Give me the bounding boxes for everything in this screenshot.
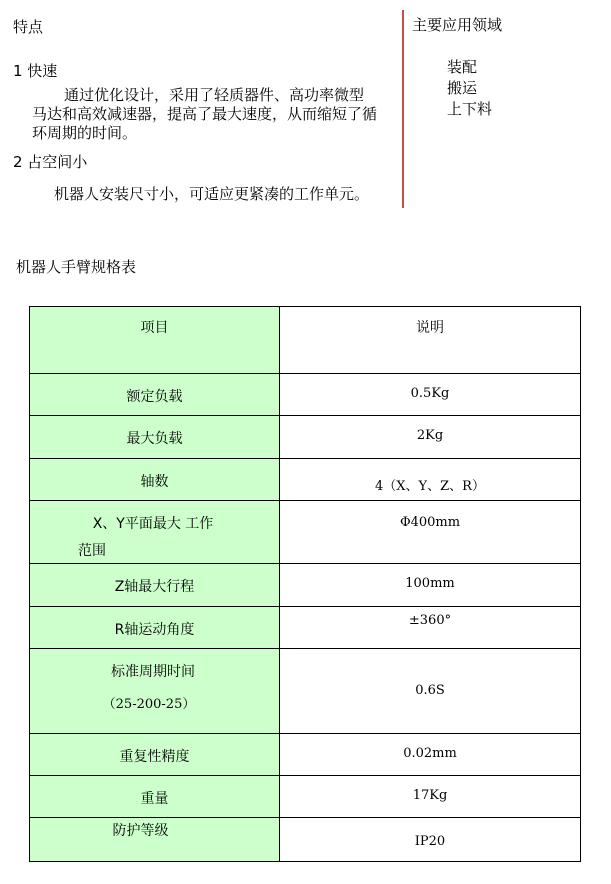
table-row — [30, 776, 581, 818]
row-value: 0.02mm — [403, 746, 457, 761]
table-cell-value — [280, 374, 581, 416]
table-header-cell — [30, 307, 280, 374]
table-cell-key — [30, 374, 280, 416]
row-value: IP20 — [414, 834, 446, 849]
application-item: 搬运 — [447, 79, 478, 97]
row-key: 最大负载 — [126, 431, 183, 447]
row-key: 轴数 — [140, 474, 169, 490]
table-cell-value — [280, 564, 581, 607]
header-key: 项目 — [140, 320, 169, 336]
table-header-row — [30, 307, 581, 374]
row-value: 4（X、Y、Z、R） — [375, 479, 485, 494]
row-value: Φ400mm — [399, 515, 461, 530]
row-value: 2Kg — [416, 428, 444, 443]
features-title: 特点 — [13, 18, 44, 36]
table-cell-value — [280, 607, 581, 649]
applications-title: 主要应用领域 — [412, 16, 503, 34]
table-cell-value — [280, 776, 581, 818]
row-value: 0.6S — [415, 683, 445, 698]
table-cell-value — [280, 459, 581, 501]
spec-table — [29, 306, 581, 862]
table-cell-value — [280, 501, 581, 564]
table-cell-key — [30, 734, 280, 776]
row-value: ±360° — [408, 613, 452, 628]
header-value: 说明 — [416, 320, 444, 336]
table-cell-key — [30, 607, 280, 649]
applications-list — [447, 57, 492, 120]
table-cell-value — [280, 416, 581, 459]
table-row — [30, 734, 581, 776]
row-key: 额定负载 — [126, 389, 183, 405]
spec-table-title: 机器人手臂规格表 — [16, 258, 137, 276]
table-cell-value — [280, 649, 581, 734]
feature-2-title: 2 占空间小 — [13, 153, 88, 171]
table-cell-value — [280, 734, 581, 776]
section-divider — [402, 10, 404, 208]
feature-2-description: 机器人安装尺寸小，可适应更紧凑的工作单元。 — [54, 185, 370, 203]
row-key: 标准周期时间 — [111, 664, 195, 680]
table-row — [30, 374, 581, 416]
table-row — [30, 649, 581, 734]
row-key: Z轴最大行程 — [114, 579, 195, 595]
table-row — [30, 564, 581, 607]
table-cell-key — [30, 416, 280, 459]
table-cell-key — [30, 564, 280, 607]
row-key-line2: （25-200-25） — [102, 697, 196, 712]
application-item: 装配 — [447, 58, 478, 76]
row-key: 重复性精度 — [119, 749, 190, 765]
table-row — [30, 818, 581, 862]
row-key: X、Y平面最大 工作 — [92, 516, 214, 532]
feature-1-description: 通过优化设计，采用了轻质器件、高功率微型马达和高效减速器，提高了最大速度，从而缩短了循环周期的时间。 — [32, 86, 378, 142]
table-row — [30, 416, 581, 459]
row-value: 17Kg — [412, 788, 448, 803]
row-value: 100mm — [405, 576, 455, 591]
application-item: 上下料 — [447, 100, 493, 118]
table-header-cell — [280, 307, 581, 374]
row-value: 0.5Kg — [410, 386, 450, 401]
table-cell-key — [30, 649, 280, 734]
table-cell-key — [30, 501, 280, 564]
table-cell-key — [30, 776, 280, 818]
row-key: R轴运动角度 — [114, 622, 195, 638]
table-cell-key — [30, 818, 280, 862]
row-key: 防护等级 — [112, 823, 169, 839]
feature-1-title: 1 快速 — [13, 62, 58, 80]
table-cell-value — [280, 818, 581, 862]
table-row — [30, 607, 581, 649]
row-key: 重量 — [140, 791, 169, 807]
row-key-line2: 范围 — [78, 543, 106, 559]
table-row — [30, 501, 581, 564]
table-cell-key — [30, 459, 280, 501]
table-row — [30, 459, 581, 501]
